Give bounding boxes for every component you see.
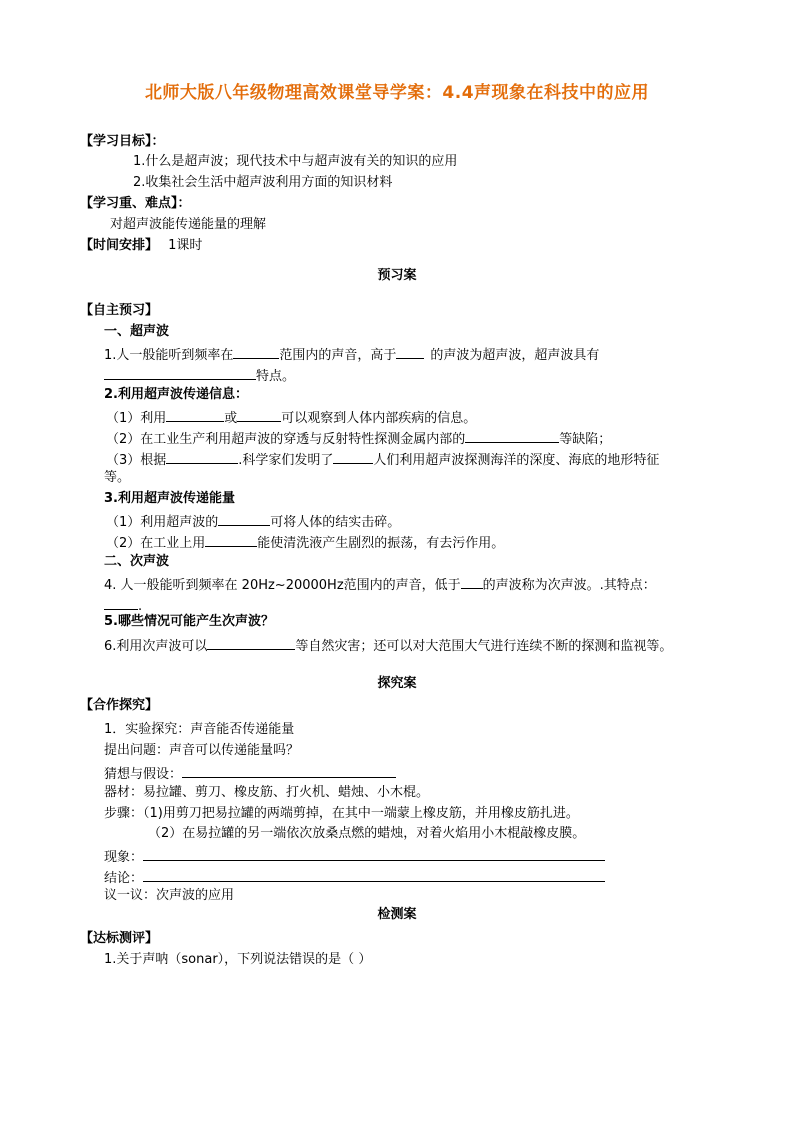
i3-blank-2[interactable] xyxy=(333,450,373,464)
q6-blank-1[interactable] xyxy=(207,636,295,650)
e1-blank-1[interactable] xyxy=(218,512,270,526)
q4-text-c: . xyxy=(138,599,143,614)
schedule-heading: 【时间安排】 xyxy=(80,238,159,253)
q4-text-b: 的声波称为次声波。.其特点： xyxy=(482,578,656,593)
info-item-3 xyxy=(106,450,659,469)
experiment-title: 1．实验探究：声音能否传递能量 xyxy=(104,722,295,737)
question-1-cont xyxy=(104,366,295,385)
steps-1: 步骤：（1)用剪刀把易拉罐的两端剪掉，在其中一端蒙上橡皮筋，并用橡皮筋扎进。 xyxy=(104,806,579,821)
steps-2: （2）在易拉罐的另一端依次放桑点燃的蜡烛，对着火焰用小木棍敲橡皮膜。 xyxy=(148,826,586,841)
question-5: 5.哪些情况可能产生次声波？ xyxy=(104,614,274,629)
phenomenon xyxy=(104,847,605,866)
i2-text-a: （2）在工业生产利用超声波的穿透与反射特性探测金属内部的 xyxy=(106,432,466,447)
ultrasound-title: 一、超声波 xyxy=(104,324,170,339)
q1-blank-1[interactable] xyxy=(233,345,279,359)
experiment-question: 提出问题：声音可以传递能量吗？ xyxy=(104,743,300,758)
key-points-heading: 【学习重、难点】： xyxy=(80,196,191,211)
i1-text-b: 或 xyxy=(224,411,238,426)
phenomenon-blank[interactable] xyxy=(143,847,605,861)
q1-text-d: 特点。 xyxy=(256,369,296,384)
conclusion-blank[interactable] xyxy=(143,868,605,882)
i3-text-b: .科学家们发明了 xyxy=(238,453,334,468)
q1-blank-2[interactable] xyxy=(396,345,424,359)
info-item-2 xyxy=(106,429,611,448)
phenomenon-label: 现象： xyxy=(104,850,144,865)
info-item-3-cont: 等。 xyxy=(104,470,131,485)
question-6 xyxy=(104,636,672,655)
page-title: 北师大版八年级物理高效课堂导学案：4.4声现象在科技中的应用 xyxy=(144,83,650,103)
q6-text-a: 6.利用次声波可以 xyxy=(104,639,208,654)
e2-text-b: 能使清洗液产生剧烈的振荡，有去污作用。 xyxy=(257,536,505,551)
q6-text-b: 等自然灾害；还可以对大范围大气进行连续不断的探测和监视等。 xyxy=(295,639,673,654)
e1-text-a: （1）利用超声波的 xyxy=(106,515,219,530)
i3-text-a: （3）根据 xyxy=(106,453,167,468)
test-section-title: 检测案 xyxy=(377,907,417,922)
objective-1: 1.什么是超声波；现代技术中与超声波有关的知识的应用 xyxy=(133,154,458,169)
q4-blank-1[interactable] xyxy=(461,575,483,589)
i1-blank-2[interactable] xyxy=(237,408,281,422)
energy-item-1 xyxy=(106,512,400,531)
question-4-cont xyxy=(104,596,142,615)
info-title: 2.利用超声波传递信息： xyxy=(104,387,248,402)
hypothesis-blank[interactable] xyxy=(182,764,396,778)
e2-text-a: （2）在工业上用 xyxy=(106,536,206,551)
i2-blank-1[interactable] xyxy=(465,429,559,443)
q4-blank-2[interactable] xyxy=(104,596,138,610)
info-item-1 xyxy=(106,408,476,427)
materials: 器材：易拉罐、剪刀、橡皮筋、打火机、蜡烛、小木棍。 xyxy=(104,785,430,800)
preview-section-title: 预习案 xyxy=(377,268,417,283)
i2-text-b: 等缺陷； xyxy=(559,432,612,447)
question-4 xyxy=(104,575,656,594)
q1-text-a: 1.人一般能听到频率在 xyxy=(104,348,234,363)
q1-text-b: 范围内的声音，高于 xyxy=(279,348,397,363)
i1-text-c: 可以观察到人体内部疾病的信息。 xyxy=(281,411,477,426)
discussion: 议一议：次声波的应用 xyxy=(104,888,235,903)
i3-blank-1[interactable] xyxy=(166,450,238,464)
i3-text-c: 人们利用超声波探测海洋的深度、海底的地形特征 xyxy=(373,453,660,468)
explore-heading: 【合作探究】 xyxy=(80,698,159,713)
energy-item-2 xyxy=(106,533,504,552)
test-heading: 【达标测评】 xyxy=(80,931,159,946)
i1-text-a: （1）利用 xyxy=(106,411,167,426)
e2-blank-1[interactable] xyxy=(205,533,257,547)
energy-title: 3.利用超声波传递能量 xyxy=(104,491,235,506)
e1-text-b: 可将人体的结实击碎。 xyxy=(270,515,401,530)
explore-section-title: 探究案 xyxy=(377,676,417,691)
q1-text-c: 的声波为超声波，超声波具有 xyxy=(430,348,600,363)
q1-blank-3[interactable] xyxy=(104,366,256,380)
preview-heading: 【自主预习】 xyxy=(80,303,159,318)
hypothesis xyxy=(104,764,396,783)
i1-blank-1[interactable] xyxy=(166,408,224,422)
schedule xyxy=(80,238,202,254)
objective-2: 2.收集社会生活中超声波利用方面的知识材料 xyxy=(133,175,393,190)
schedule-text: 1课时 xyxy=(168,238,203,253)
q4-text-a: 4. 人一般能听到频率在 20Hz~20000Hz范围内的声音，低于 xyxy=(104,578,461,593)
objectives-heading: 【学习目标】： xyxy=(80,134,165,149)
hypothesis-label: 猜想与假设： xyxy=(104,767,183,782)
conclusion-label: 结论： xyxy=(104,871,144,886)
infrasound-title: 二、次声波 xyxy=(104,554,170,569)
question-1 xyxy=(104,345,599,364)
key-points-text: 对超声波能传递能量的理解 xyxy=(110,217,267,232)
conclusion xyxy=(104,868,605,887)
test-question-1: 1.关于声呐（sonar），下列说法错误的是（ ） xyxy=(104,952,372,967)
